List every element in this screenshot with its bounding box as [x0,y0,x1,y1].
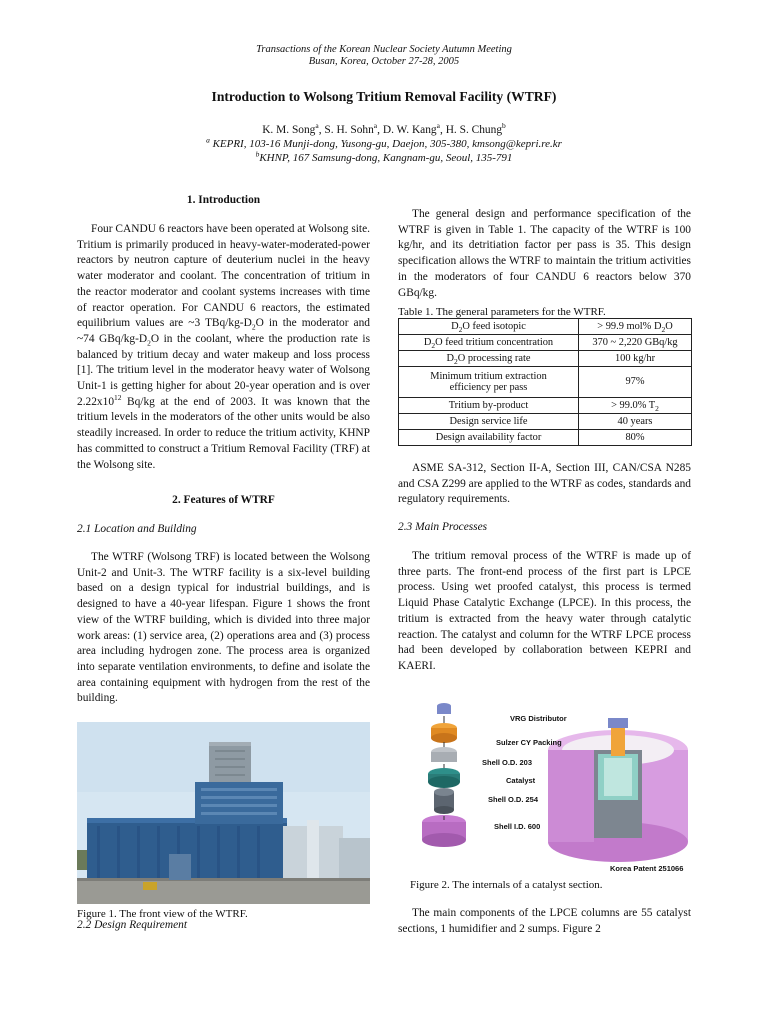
design-paragraph [398,207,691,301]
table-1 [398,318,692,446]
table-1-caption: Table 1. The general parameters for the WTRF. [398,306,606,318]
location-text: The WTRF (Wolsong TRF) is located between the Wolsong Unit-2 and Unit-3. The WTRF facility is a six-level building based on a design typical for industrial buildings, and is designed to have a 40-year lifespan. Figure 1 shows the front view of the WTRF building, which is divided into three major work areas: (1) service area, (2) operations area and (3) process area including hydrogen zone. The process area is organized into separate ventilation environments, to define and isolate the area containing equipment with hydrogen from the rest of the building. [77,551,370,705]
table-cell: Design availability factor [399,430,579,446]
codes-paragraph [398,461,691,508]
cell-text: > 99.9 mol% D [597,320,662,332]
fig2-label-packing: Sulzer CY Packing [496,738,562,747]
cell-sub: 2 [454,356,458,366]
table-cell: Design service life [399,414,579,430]
components-paragraph [398,906,691,937]
cell-sub: 2 [458,324,463,334]
affiliation-a-sup: a [206,135,210,145]
table-row [399,398,692,414]
author-1: K. M. Song [262,124,316,136]
components-text: The main components of the LPCE columns are 55 catalyst sections, 1 humidifier and 2 sumps. Figure 2 [398,907,691,935]
design-text: The general design and performance specification of the WTRF is given in Table 1. The capacity of the WTRF is 100 kg/hr, and its detritiation factor per pass is 35. This design specification allows the WTRF to maintain the tritium activities in the moderators of four CANDU 6 reactors below 370 GBq/kg. [398,208,691,299]
affiliation-b-sup: b [255,149,260,159]
figure-1-photo [77,722,370,904]
table-cell [399,367,579,398]
table-cell [399,351,579,367]
cell-sub: 2 [655,403,659,413]
intro-sub-2: 2 [147,338,151,348]
affiliation-a [0,137,768,151]
codes-text: ASME SA-312, Section II-A, Section III, CAN/CSA N285 and CSA Z299 are applied to the WTRF as codes, standards and regulatory requirements. [398,462,691,506]
intro-text-4: Bq/kg at the end of 2003. It was known that the tritium levels in the moderators of the other units would be also steadily increased. In order to reduce the tritium activity, KHNP has committed to construct a Tritium Removal Facility (TRF) at the Wolsong site. [77,395,370,471]
processes-paragraph [398,549,691,675]
author-line: K. M. Song$^a$, S. H. Sohn$^a$, D. W. Kang$^a$, H. S. Chung$^b$ [262,121,506,136]
cell-text: O feed tritium concentration [435,336,554,348]
table-cell: 100 kg/hr [579,351,692,367]
author-2: S. H. Sohn [324,124,374,136]
table-cell: Tritium by-product [399,398,579,414]
table-cell: 80% [579,430,692,446]
processes-text: The tritium removal process of the WTRF is made up of three parts. The front-end process of the first part is LPCE process. Using wet proofed catalyst, this process is termed Liquid Phase Catalytic Exchange (LPCE). In this process, the tritium is extracted from the heavy water through catalytic reaction. The catalyst and column for the WTRF LPCE process had been developed by collaboration between KEPRI and KAERI. [398,550,691,672]
fig2-label-distributor: VRG Distributor [510,714,567,723]
subsection-2-2-heading: 2.2 Design Requirement [77,919,187,931]
cell-sub: 2 [661,324,666,334]
intro-text-1: Four CANDU 6 reactors have been operated at Wolsong site. Tritium is primarily produced in heavy-water-moderated-power reactors by neutron capture of deuterium nuclei in the heavy water moderator and coolant. The concentration of tritium in the reactor moderator and coolant systems increases with time of reactor operation. For CANDU 6 reactors, the estimated equilibrium values are ~3 TBq/kg-D [77,223,370,330]
table-cell: 370 ~ 2,220 GBq/kg [579,335,692,351]
table-cell [579,319,692,335]
table-cell [399,335,579,351]
journal-header-line1: Transactions of the Korean Nuclear Society Autumn Meeting [256,44,512,55]
table-row [399,414,692,430]
table-row [399,367,692,398]
affiliation-b-text: KHNP, 167 Samsung-dong, Kangnam-gu, Seoul, 135-791 [259,152,513,164]
cell-text: D [451,320,459,332]
author-1-sup: a [315,121,319,131]
affiliation-b [0,151,768,165]
cell-text: D [446,352,455,364]
paper-title: Introduction to Wolsong Tritium Removal Facility (WTRF) [211,89,557,104]
fig2-label-shell-254: Shell O.D. 254 [488,795,539,804]
table-row [399,351,692,367]
cell-text: efficiency per pass [449,382,528,393]
table-cell: 40 years [579,414,692,430]
affiliation-a-text: KEPRI, 103-16 Munji-dong, Yusong-gu, Daejon, 305-380, kmsong@kepri.re.kr [212,138,562,150]
fig2-label-shell-203: Shell O.D. 203 [482,758,533,767]
intro-paragraph [77,222,370,473]
author-3: D. W. Kang [382,124,437,136]
location-paragraph [77,550,370,707]
wtrf-building-illustration [77,722,370,904]
subsection-2-1-heading: 2.1 Location and Building [77,523,197,535]
intro-sub-1: 2 [251,322,256,332]
figure-2-diagram [408,692,700,872]
author-3-sup: a [436,121,440,131]
journal-header-line2: Busan, Korea, October 27-28, 2005 [308,56,460,67]
table-cell [579,398,692,414]
intro-text-2: O in the moderator and ~74 GBq/kg-D [77,317,370,345]
section-2-heading: 2. Features of WTRF [172,494,275,506]
fig2-label-shell-600: Shell I.D. 600 [494,822,541,831]
cell-text: Minimum tritium extraction [430,370,547,382]
author-4-sup: b [502,121,506,131]
cell-text: > 99.0% T [611,399,656,411]
table-cell [399,319,579,335]
intro-sup: 12 [114,392,122,402]
figure-2-caption: Figure 2. The internals of a catalyst section. [410,879,603,891]
fig2-label-catalyst: Catalyst [506,776,536,785]
table-cell: 97% [579,367,692,398]
table-row [399,430,692,446]
section-1-heading: 1. Introduction [186,194,261,206]
subsection-2-3-heading: 2.3 Main Processes [398,521,488,533]
cell-text: O processing rate [457,352,531,364]
cell-sub: 2 [431,340,436,350]
cell-text: D [423,336,432,348]
table-row [399,319,692,335]
fig2-patent-label: Korea Patent 251066 [610,864,684,873]
cell-text: O [665,320,673,332]
author-4: H. S. Chung [445,124,503,136]
author-2-sup: a [373,121,378,131]
cell-text: O feed isotopic [462,320,526,332]
parameters-table [398,318,692,446]
figure-1-caption: Figure 1. The front view of the WTRF. [77,908,248,920]
table-row [399,335,692,351]
intro-text-3: O in the coolant, where the production rate is balanced by tritium decay and water makeup and loss process [1]. The tritium level in the moderator heavy water of Wolsong Unit-1 is getting higher for about 20-year operation and is over 2.22x10 [77,332,371,408]
